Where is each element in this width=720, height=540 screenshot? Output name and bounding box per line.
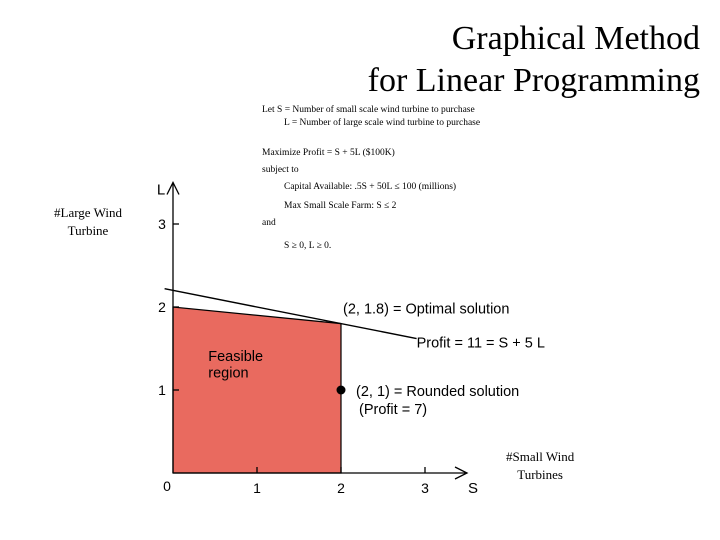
rounded-profit-label: (Profit = 7) [359, 402, 428, 418]
x-side-label-line-1: #Small Wind [506, 449, 575, 464]
subject-to: subject to [262, 165, 299, 175]
title-line-1: Graphical Method [451, 20, 700, 57]
y-axis-label: L [156, 181, 166, 199]
let-line-1: Let S = Number of small scale wind turbine to purchase [262, 105, 475, 115]
x-tick-label: 2 [337, 480, 345, 496]
feasible-region [173, 307, 341, 473]
x-axis-label: S [467, 480, 479, 497]
title-line-2: for Linear Programming [367, 62, 700, 99]
rounded-solution-label: (2, 1) = Rounded solution [356, 384, 520, 400]
y-tick-label: 3 [158, 216, 166, 232]
objective: Maximize Profit = S + 5L ($100K) [262, 148, 395, 158]
rounded-solution-point [337, 386, 346, 395]
x-tick-label: 3 [421, 480, 429, 496]
feasible-region-label-line-2: region [208, 365, 249, 382]
y-tick-label: 1 [158, 382, 166, 398]
x-tick-label: 1 [253, 480, 261, 496]
constraint-capital: Capital Available: .5S + 50L ≤ 100 (millions) [284, 182, 457, 192]
and-text: and [262, 218, 276, 228]
y-tick-label: 2 [158, 299, 166, 315]
origin-label: 0 [163, 478, 171, 494]
y-side-label-line-1: #Large Wind [54, 205, 122, 220]
profit-line-label: Profit = 11 = S + 5 L [416, 335, 545, 352]
constraint-small-farm: Max Small Scale Farm: S ≤ 2 [284, 201, 397, 211]
nonnegativity: S ≥ 0, L ≥ 0. [284, 241, 332, 251]
feasible-region-label-line-1: Feasible [208, 348, 264, 365]
x-side-label-line-2: Turbines [517, 467, 563, 482]
let-line-2: L = Number of large scale wind turbine to purchase [284, 118, 481, 128]
optimal-solution-label: (2, 1.8) = Optimal solution [343, 301, 510, 318]
y-side-label-line-2: Turbine [67, 223, 109, 238]
